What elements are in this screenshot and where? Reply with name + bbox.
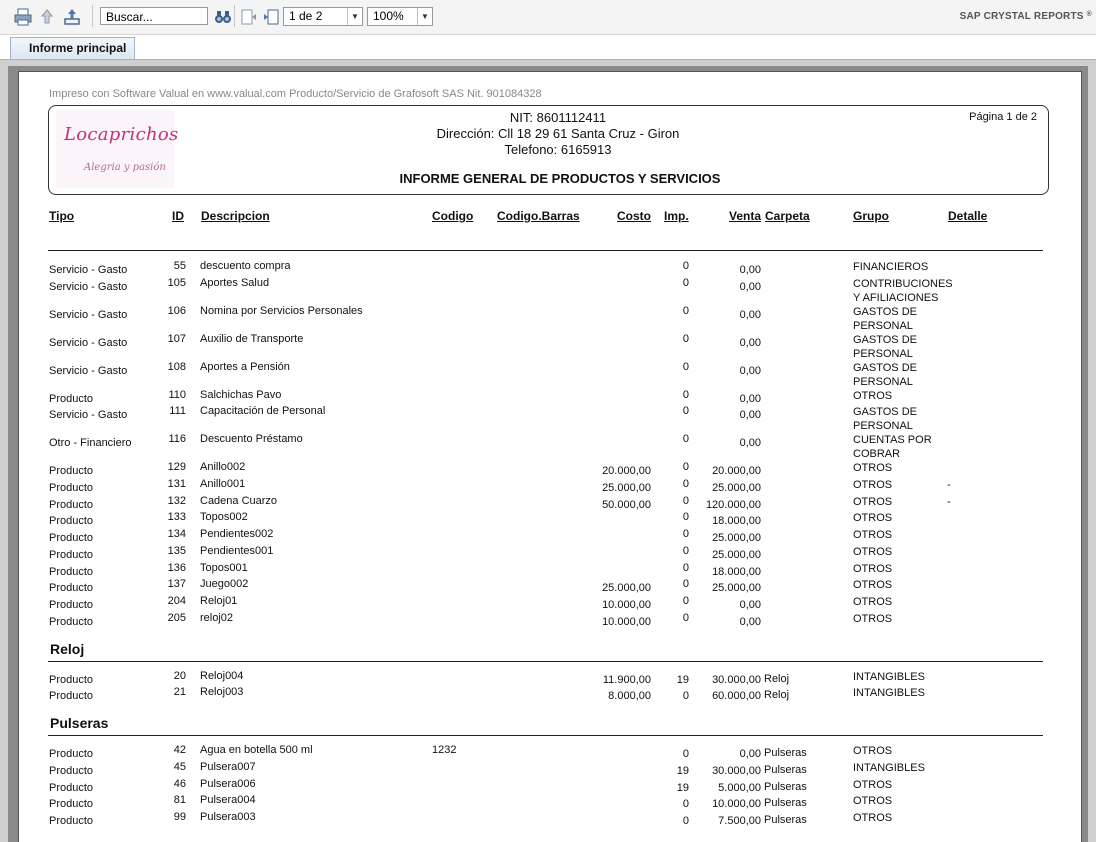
cell-venta: 18.000,00 [712,515,761,527]
cell-descripcion: Pendientes001 [200,545,274,557]
cell-imp: 0 [682,277,689,289]
cell-tipo: Producto [49,765,94,777]
cell-codigo: 1232 [432,744,457,756]
cell-venta: 30.000,00 [712,765,761,777]
col-header-grupo: Grupo [853,209,889,223]
cell-id: 21 [173,686,186,698]
cell-tipo: Producto [49,465,94,477]
brand-name: SAP CRYSTAL REPORTS [959,11,1084,22]
cell-imp: 0 [682,461,689,473]
col-header-tipo: Tipo [49,209,75,223]
cell-imp: 0 [682,798,689,810]
arrow-up-icon [37,7,57,27]
cell-id: 110 [168,389,186,401]
cell-id: 20 [173,670,186,682]
page-selector[interactable] [283,7,363,26]
cell-imp: 19 [676,674,689,686]
cell-descripcion: Pulsera006 [200,778,256,790]
section-divider [48,250,1043,251]
cell-tipo: Servicio - Gasto [49,365,128,377]
cell-descripcion: Pulsera004 [200,794,256,806]
binoculars-icon [213,7,233,27]
cell-tipo: Producto [49,616,94,628]
printer-icon [13,7,33,27]
cell-venta: 0,00 [739,616,761,628]
cell-id: 46 [173,778,186,790]
cell-descripcion: Aportes a Pensión [200,361,290,373]
cell-grupo: CUENTAS POR COBRAR [853,434,932,460]
company-nit: NIT: 8601112411 [509,110,607,125]
cell-carpeta: Pulseras [764,781,807,793]
chevron-down-icon[interactable]: ▼ [417,8,432,25]
export-icon [62,7,82,27]
cell-grupo: OTROS [853,579,893,591]
next-page-button[interactable] [260,6,282,28]
cell-grupo: OTROS [853,613,893,625]
cell-descripcion: Anillo002 [200,461,246,473]
cell-imp: 0 [682,305,689,317]
cell-tipo: Producto [49,549,94,561]
zoom-selector[interactable] [367,7,433,26]
cell-carpeta: Reloj [764,673,790,685]
cell-grupo: GASTOS DE PERSONAL [853,306,917,332]
cell-descripcion: Descuento Préstamo [200,433,303,445]
cell-costo: 25.000,00 [602,582,651,594]
cell-id: 45 [173,761,186,773]
cell-id: 205 [167,612,186,624]
cell-imp: 19 [676,765,689,777]
col-header-costo: Costo [617,209,651,223]
cell-tipo: Otro - Financiero [49,437,132,449]
col-header-imp: Imp. [664,209,689,223]
cell-venta: 18.000,00 [712,566,761,578]
cell-costo: 10.000,00 [602,599,651,611]
col-header-descripcion: Descripcion [201,209,270,223]
cell-costo: 25.000,00 [602,482,651,494]
cell-imp: 0 [682,511,689,523]
cell-venta: 0,00 [739,309,761,321]
cell-venta: 120.000,00 [705,499,761,511]
cell-id: 99 [173,811,186,823]
cell-grupo: CONTRIBUCIONES Y AFILIACIONES [853,278,953,304]
cell-venta: 25.000,00 [712,549,761,561]
section-divider [48,735,1043,736]
section-title: Pulseras [50,715,109,731]
cell-venta: 0,00 [739,365,761,377]
export-button[interactable] [61,6,83,28]
cell-imp: 0 [682,578,689,590]
cell-venta: 0,00 [739,281,761,293]
cell-imp: 0 [682,612,689,624]
cell-descripcion: Reloj003 [200,686,244,698]
cell-id: 204 [167,595,186,607]
cell-tipo: Producto [49,532,94,544]
cell-carpeta: Pulseras [764,764,807,776]
cell-venta: 30.000,00 [712,674,761,686]
previous-page-icon [239,7,259,27]
cell-venta: 10.000,00 [712,798,761,810]
cell-id: 55 [173,260,186,272]
company-phone: Telefono: 6165913 [504,142,612,157]
cell-venta: 0,00 [739,264,761,276]
search-input[interactable]: Buscar... [100,7,208,25]
logo-text: Locaprichos [64,124,179,145]
cell-tipo: Producto [49,690,94,702]
cell-venta: 25.000,00 [712,532,761,544]
cell-tipo: Servicio - Gasto [49,309,128,321]
cell-id: 133 [167,511,186,523]
cell-imp: 0 [682,595,689,607]
cell-grupo: OTROS [853,812,893,824]
registered-mark: ® [1086,11,1092,18]
cell-grupo: INTANGIBLES [853,671,925,683]
cell-imp: 0 [682,528,689,540]
cell-venta: 25.000,00 [712,582,761,594]
cell-venta: 25.000,00 [712,482,761,494]
cell-grupo: GASTOS DE PERSONAL [853,406,917,432]
cell-descripcion: Capacitación de Personal [200,405,326,417]
cell-grupo: OTROS [853,479,893,491]
cell-grupo: OTROS [853,795,893,807]
logo-tagline: Alegria y pasión [84,162,166,173]
cell-tipo: Producto [49,499,94,511]
cell-carpeta: Pulseras [764,747,807,759]
cell-imp: 0 [682,433,689,445]
cell-imp: 0 [682,260,689,272]
cell-tipo: Servicio - Gasto [49,409,128,421]
cell-id: 111 [169,405,186,417]
cell-tipo: Producto [49,566,94,578]
cell-carpeta: Pulseras [764,797,807,809]
cell-imp: 0 [682,333,689,345]
cell-grupo: OTROS [853,546,893,558]
cell-costo: 50.000,00 [602,499,651,511]
cell-imp: 0 [682,815,689,827]
cell-venta: 5.000,00 [718,782,761,794]
cell-venta: 0,00 [739,437,761,449]
cell-id: 129 [167,461,186,473]
cell-tipo: Servicio - Gasto [49,281,128,293]
cell-imp: 0 [682,545,689,557]
tab-informe-principal[interactable]: Informe principal [10,37,135,59]
cell-tipo: Producto [49,815,94,827]
company-logo [56,110,179,188]
page-selector-value: 1 de 2 [289,9,323,23]
cell-venta: 0,00 [739,599,761,611]
cell-imp: 19 [676,782,689,794]
report-title: INFORME GENERAL DE PRODUCTOS Y SERVICIOS [399,171,721,186]
section-title: Reloj [50,641,85,657]
cell-descripcion: reloj02 [200,612,234,624]
cell-grupo: OTROS [853,462,893,474]
cell-descripcion: Aportes Salud [200,277,270,289]
cell-imp: 0 [682,562,689,574]
cell-grupo: OTROS [853,745,893,757]
cell-grupo: GASTOS DE PERSONAL [853,362,917,388]
cell-tipo: Producto [49,482,94,494]
cell-descripcion: Reloj004 [200,670,244,682]
section-divider [48,661,1043,662]
cell-grupo: OTROS [853,512,893,524]
cell-grupo: OTROS [853,596,893,608]
cell-tipo: Producto [49,599,94,611]
previous-page-button[interactable] [238,6,260,28]
cell-tipo: Producto [49,582,94,594]
zoom-selector-value: 100% [373,9,404,23]
cell-tipo: Servicio - Gasto [49,264,128,276]
cell-imp: 0 [682,495,689,507]
cell-carpeta: Pulseras [764,814,807,826]
cell-grupo: OTROS [853,563,893,575]
cell-id: 107 [167,333,186,345]
tab-bar [0,35,1096,60]
chevron-down-icon[interactable]: ▼ [347,8,362,25]
print-button[interactable] [12,6,34,28]
cell-imp: 0 [682,405,689,417]
cell-imp: 0 [682,389,689,401]
cell-descripcion: Nomina por Servicios Personales [200,305,363,317]
cell-id: 136 [167,562,186,574]
cell-grupo: OTROS [853,529,893,541]
cell-id: 137 [167,578,186,590]
toolbar-separator [92,5,93,27]
cell-descripcion: Anillo001 [200,478,246,490]
cell-id: 105 [167,277,186,289]
cell-id: 134 [167,528,186,540]
cell-id: 81 [173,794,186,806]
cell-venta: 0,00 [739,409,761,421]
cell-grupo: GASTOS DE PERSONAL [853,334,917,360]
cell-grupo: OTROS [853,779,893,791]
cell-id: 132 [167,495,186,507]
cell-id: 108 [167,361,186,373]
col-header-codigo: Codigo [432,209,474,223]
cell-id: 42 [173,744,186,756]
cell-tipo: Producto [49,798,94,810]
cell-detalle: - [947,479,951,491]
toolbar-separator [234,5,235,27]
toolbar [0,0,1096,35]
cell-imp: 0 [682,690,689,702]
cell-imp: 0 [682,478,689,490]
cell-tipo: Producto [49,748,94,760]
cell-venta: 0,00 [739,748,761,760]
cell-descripcion: Topos001 [200,562,248,574]
cell-descripcion: Pendientes002 [200,528,274,540]
cell-tipo: Producto [49,515,94,527]
next-page-icon [261,7,281,27]
cell-descripcion: Reloj01 [200,595,238,607]
page-number: Página 1 de 2 [969,111,1037,123]
search-button[interactable] [212,6,234,28]
up-level-button[interactable] [36,6,58,28]
cell-venta: 20.000,00 [712,465,761,477]
cell-tipo: Producto [49,782,94,794]
printed-by-note: Impreso con Software Valual en www.valual.com Producto/Servicio de Grafosoft SAS Nit. 901084328 [49,88,542,100]
cell-costo: 11.900,00 [602,674,651,686]
cell-id: 131 [167,478,186,490]
cell-grupo: FINANCIEROS [853,261,929,273]
cell-id: 135 [167,545,186,557]
cell-costo: 20.000,00 [602,465,651,477]
cell-venta: 60.000,00 [712,690,761,702]
cell-tipo: Producto [49,393,94,405]
cell-venta: 0,00 [739,393,761,405]
cell-descripcion: Pulsera003 [200,811,256,823]
cell-detalle: - [947,496,951,508]
cell-tipo: Servicio - Gasto [49,337,128,349]
col-header-id: ID [172,209,184,223]
col-header-detalle: Detalle [948,209,988,223]
cell-descripcion: Auxilio de Transporte [200,333,304,345]
cell-imp: 0 [682,748,689,760]
cell-descripcion: Juego002 [200,578,249,590]
cell-descripcion: descuento compra [200,260,291,272]
cell-carpeta: Reloj [764,689,790,701]
product-brand [960,11,1092,22]
cell-venta: 0,00 [739,337,761,349]
cell-grupo: INTANGIBLES [853,762,925,774]
cell-descripcion: Topos002 [200,511,248,523]
cell-grupo: OTROS [853,496,893,508]
cell-descripcion: Agua en botella 500 ml [200,744,313,756]
col-header-codigo-barras: Codigo.Barras [497,209,580,223]
cell-venta: 7.500,00 [718,815,761,827]
cell-grupo: OTROS [853,390,893,402]
cell-costo: 8.000,00 [608,690,651,702]
cell-descripcion: Pulsera007 [200,761,256,773]
company-address: Dirección: Cll 18 29 61 Santa Cruz - Giron [436,126,680,141]
cell-descripcion: Cadena Cuarzo [200,495,278,507]
col-header-carpeta: Carpeta [765,209,810,223]
cell-id: 116 [168,433,186,445]
cell-id: 106 [167,305,186,317]
cell-tipo: Producto [49,674,94,686]
col-header-venta: Venta [729,209,762,223]
cell-costo: 10.000,00 [602,616,651,628]
cell-imp: 0 [682,361,689,373]
cell-grupo: INTANGIBLES [853,687,925,699]
cell-descripcion: Salchichas Pavo [200,389,282,401]
